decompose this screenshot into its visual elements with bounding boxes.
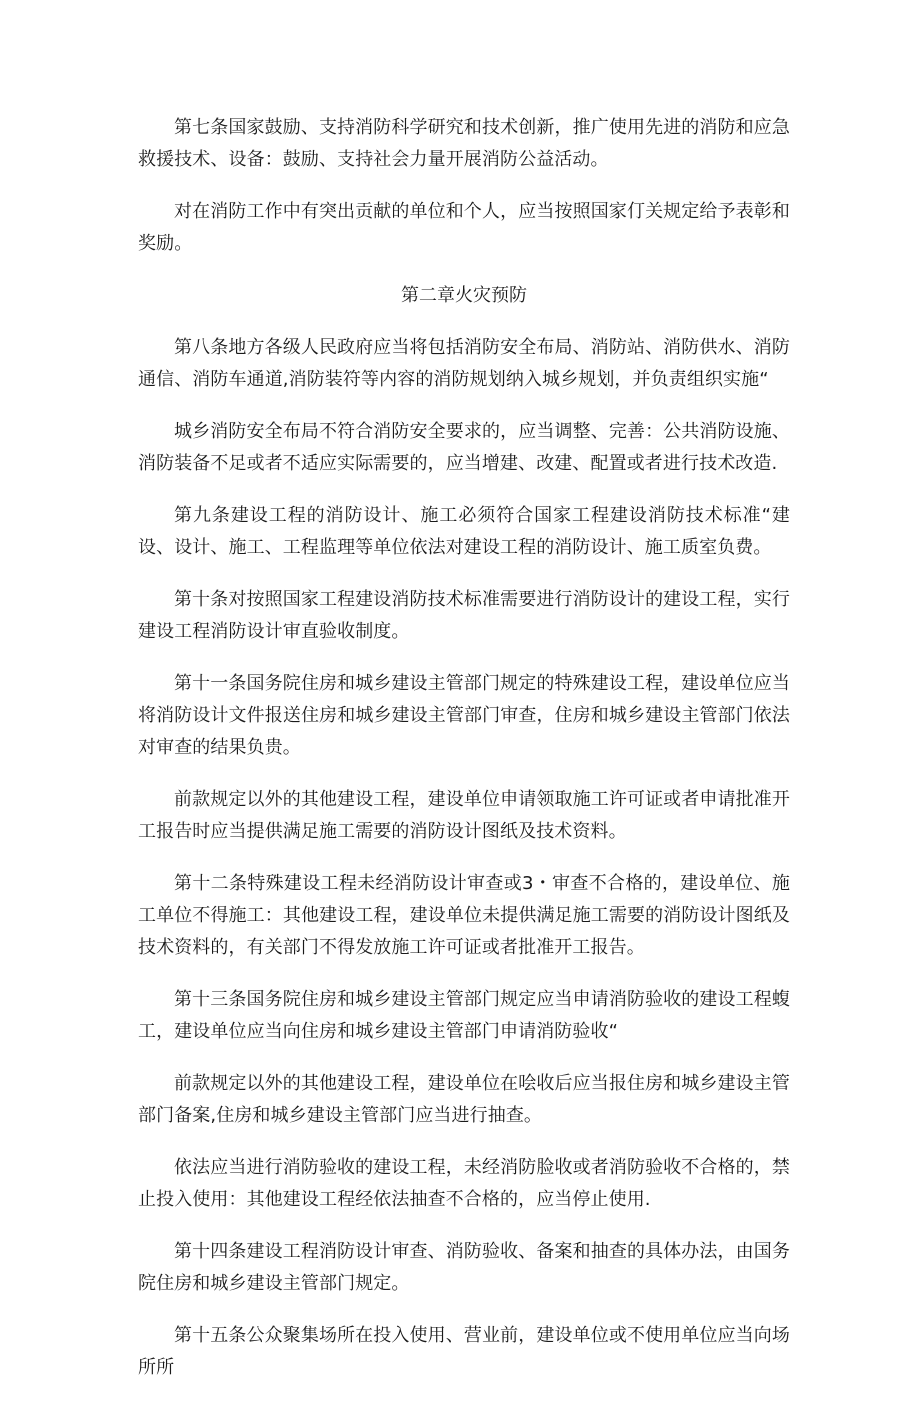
paragraph-commendation: 对在消防工作中有突出贡献的单位和个人，应当按照国家仃关规定给予表彰和奖励。 <box>138 201 790 254</box>
paragraph-acceptance-use: 依法应当进行消防验收的建设工程，未经消防脸收或者消防验收不合格的，禁止投入使用：其他建设工程经依法抽查不合格的，应当停止使用. <box>138 1157 790 1210</box>
paragraph-article-14: 第十四条建设工程消防设计审查、消防验收、备案和抽查的具体办法，由国务院住房和城乡建设主管部门规定。 <box>138 1241 790 1294</box>
paragraph-article-7: 第七条国家鼓励、支持消防科学研究和技术创新，推广使用先进的消防和应急救援技术、设备：鼓励、支持社会力量开展消防公益活动。 <box>138 117 790 170</box>
paragraph-other-projects-permit: 前款规定以外的其他建设工程，建设单位申请领取施工许可证或者申请批准开工报告时应当提供满足施工需要的消防设计图纸及技术资料。 <box>138 789 790 842</box>
chapter-heading: 第二章火灾预防 <box>401 285 527 306</box>
paragraph-fire-layout: 城乡消防安全布局不符合消防安全要求的，应当调整、完善：公共消防设施、消防装备不足或者不适应实际需要的，应当增建、改建、配置或者进行技术改造. <box>138 421 790 474</box>
paragraph-article-8: 第八条地方各级人民政府应当将包括消防安全布局、消防站、消防供水、消防通信、消防车通道,消防装符等内容的消防规划纳入城乡规划，并负责组织实施“ <box>138 337 790 390</box>
paragraph-other-projects-filing: 前款规定以外的其他建设工程，建设单位在哙收后应当报住房和城乡建设主管部门备案,住房和城乡建设主管部门应当进行抽查。 <box>138 1073 790 1126</box>
paragraph-article-15: 第十五条公众聚集场所在投入使用、营业前，建设单位或不使用单位应当向场所所 <box>138 1325 790 1378</box>
paragraph-article-12: 第十二条特殊建设工程未经消防设计审查或3・审查不合格的，建设单位、施工单位不得施工：其他建设工程，建设单位未提供满足施工需要的消防设计图纸及技术资料的，有关部门不得发放施工许可证或者批准开工报告。 <box>138 873 790 958</box>
document-body <box>138 112 790 1404</box>
paragraph-article-11: 第十一条国务院住房和城乡建设主管部门规定的特殊建设工程，建设单位应当将消防设计文件报送住房和城乡建设主管部门审查，住房和城乡建设主管部门依法对审查的结果负贵。 <box>138 673 790 758</box>
paragraph-article-10: 第十条对按照国家工程建设消防技术标准需要进行消防设计的建设工程，实行建设工程消防设计审直验收制度。 <box>138 589 790 642</box>
paragraph-article-9: 第九条建设工程的消防设计、施工必须符合国家工程建设消防技术标准“建设、设计、施工、工程监理等单位依法对建设工程的消防设计、施工质室负费。 <box>138 505 790 558</box>
paragraph-article-13: 第十三条国务院住房和城乡建设主管部门规定应当申请消防验收的建设工程蝮工，建设单位应当向住房和城乡建设主管部门申请消防验收“ <box>138 989 790 1042</box>
